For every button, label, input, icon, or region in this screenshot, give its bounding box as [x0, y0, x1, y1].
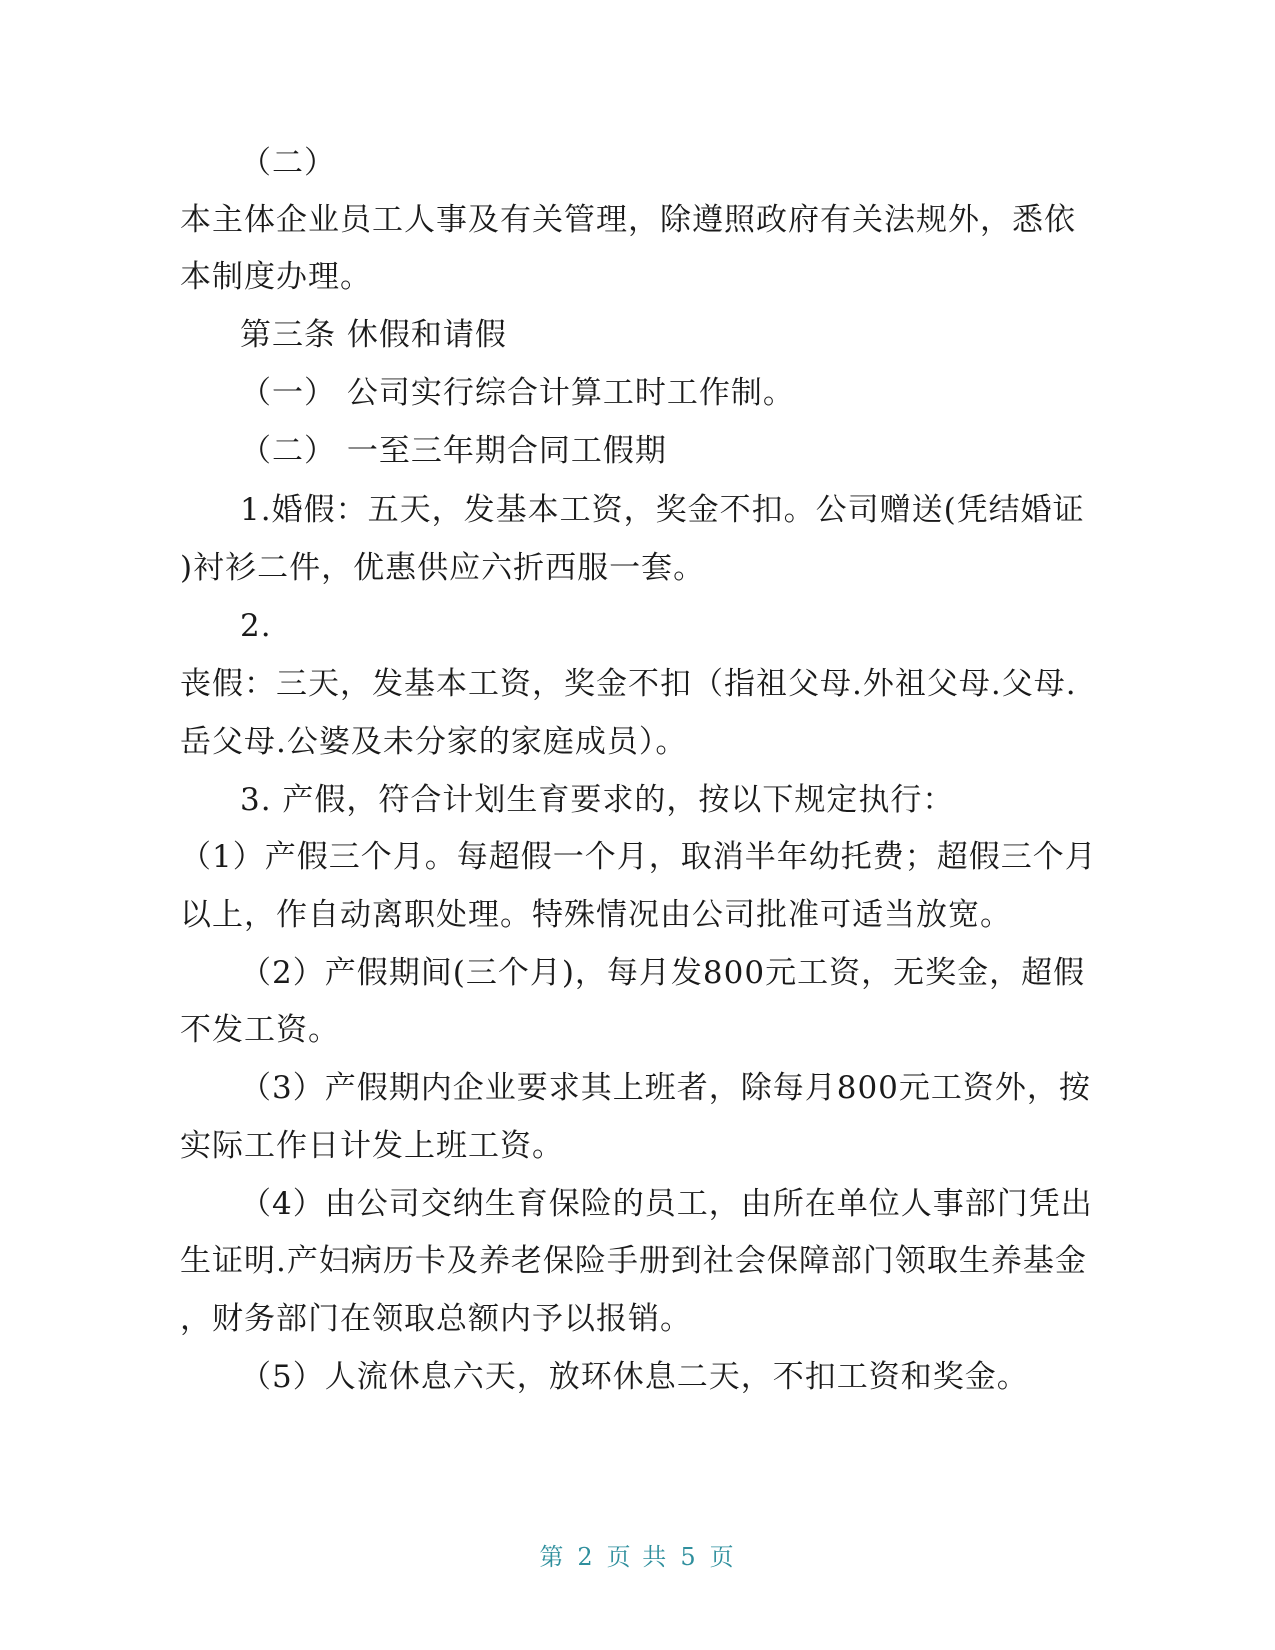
footer-total-pages: 5: [680, 1543, 698, 1571]
text-line: （2）产假期间(三个月)，每月发800元工资，无奖金，超假: [240, 955, 1086, 991]
footer-label-end: 页: [709, 1543, 736, 1571]
page-footer: [0, 1542, 1275, 1572]
text-line: 2.: [240, 608, 272, 644]
text-line: （二）: [240, 145, 336, 181]
text-line: 1.婚假：五天，发基本工资，奖金不扣。公司赠送(凭结婚证: [240, 492, 1085, 528]
text-line: （3）产假期内企业要求其上班者，除每月800元工资外，按: [240, 1070, 1091, 1106]
text-line: （1）产假三个月。每超假一个月，取消半年幼托费；超假三个月: [180, 839, 1097, 875]
text-line: 不发工资。: [180, 1012, 340, 1048]
text-line: 本制度办理。: [180, 259, 372, 295]
text-line: （一） 公司实行综合计算工时工作制。: [240, 375, 795, 411]
text-line: （5）人流休息六天，放环休息二天，不扣工资和奖金。: [240, 1359, 1029, 1395]
text-line: 生证明.产妇病历卡及养老保险手册到社会保障部门领取生养基金: [180, 1243, 1087, 1279]
text-line: 实际工作日计发上班工资。: [180, 1128, 564, 1164]
footer-label-of: 页 共: [606, 1543, 669, 1571]
text-line: )衬衫二件，优惠供应六折西服一套。: [180, 550, 706, 586]
text-line: （4）由公司交纳生育保险的员工，由所在单位人事部门凭出: [240, 1186, 1093, 1222]
text-line: （二） 一至三年期合同工假期: [240, 433, 667, 469]
text-line: 岳父母.公婆及未分家的家庭成员）。: [180, 724, 688, 760]
text-line: 3. 产假，符合计划生育要求的，按以下规定执行：: [240, 782, 955, 818]
footer-label-page: 第: [539, 1543, 566, 1571]
text-line: 以上，作自动离职处理。特殊情况由公司批准可适当放宽。: [180, 897, 1012, 933]
footer-current-page: 2: [577, 1543, 595, 1571]
text-line: 丧假：三天，发基本工资，奖金不扣（指祖父母.外祖父母.父母.: [180, 666, 1077, 702]
section-heading: 第三条 休假和请假: [240, 317, 507, 353]
text-line: ，财务部门在领取总额内予以报销。: [180, 1301, 692, 1337]
text-line: 本主体企业员工人事及有关管理，除遵照政府有关法规外，悉依: [180, 202, 1076, 238]
